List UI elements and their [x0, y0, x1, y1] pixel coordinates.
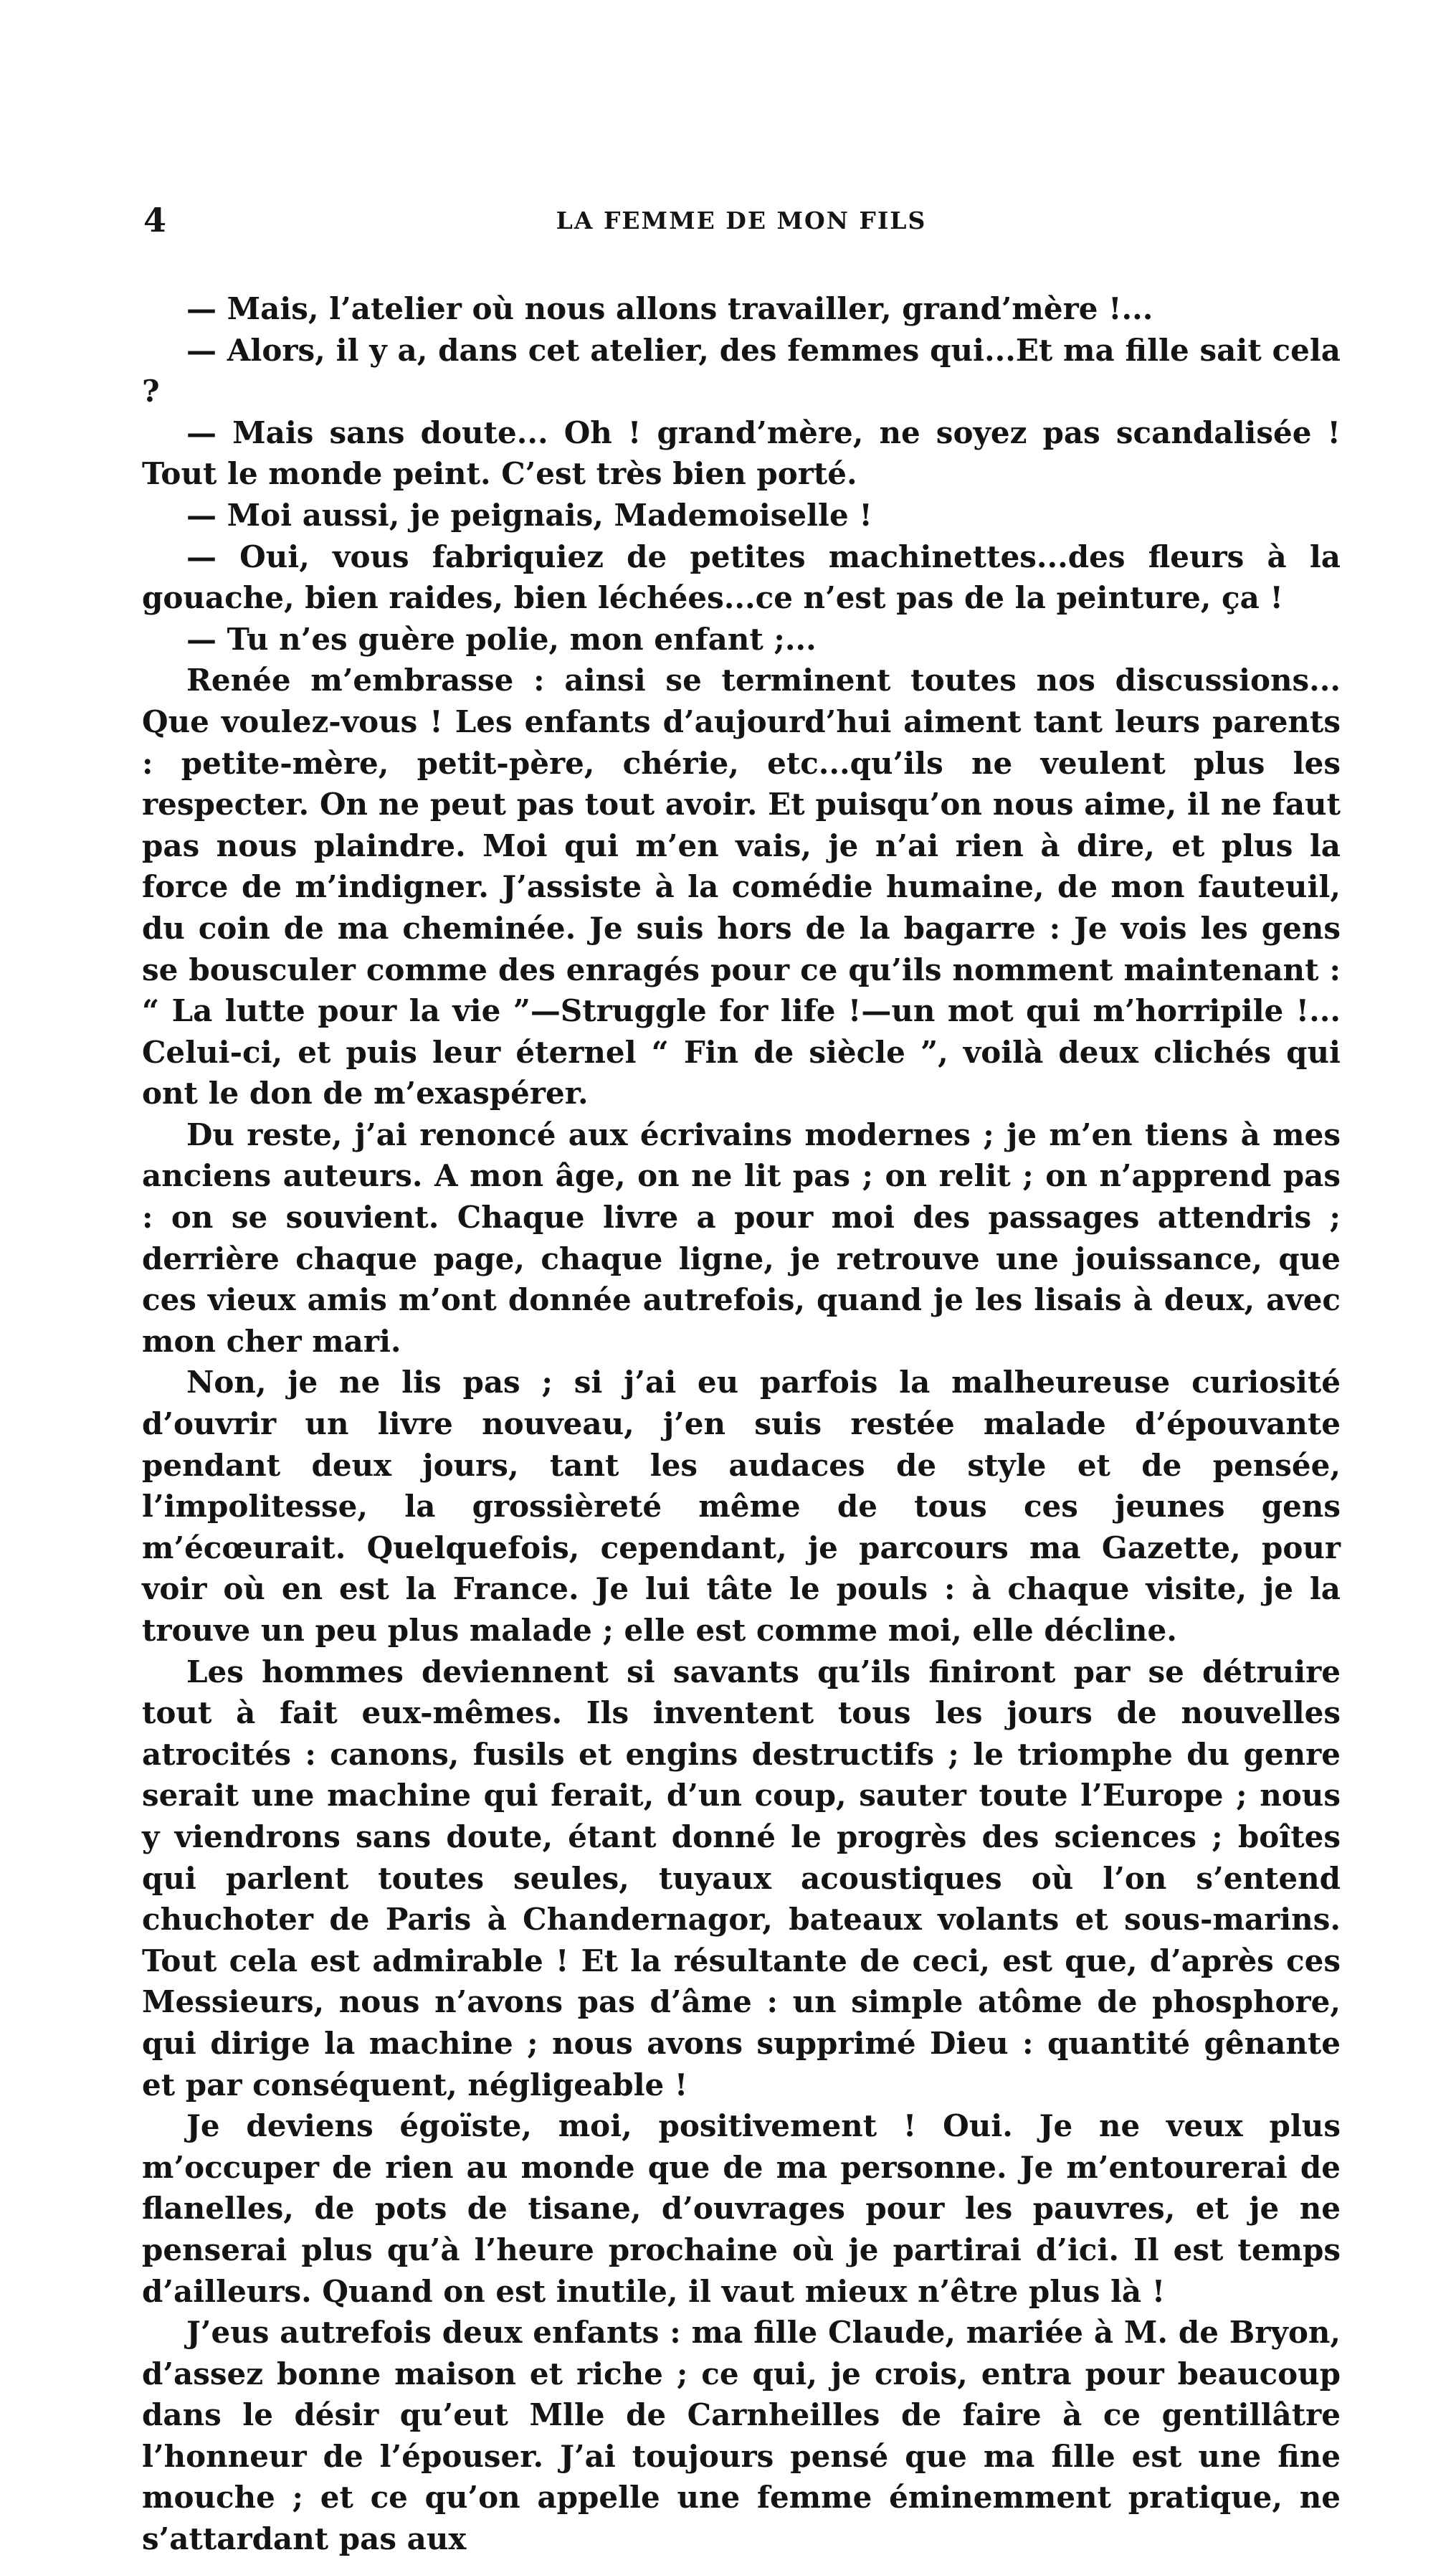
page-header — [142, 179, 1341, 244]
paragraph: Les hommes deviennent si savants qu’ils finiront par se détruire tout à fait eux-mêmes. Ils inventent tous les jours de nouvelles atrocités : canons, fusils et engins destructifs ; le triomphe du genre serait une machine qui ferait, d’un coup, sauter toute l’Europe ; nous y viendrons sans doute, étant donné le progrès des sciences ; boîtes qui parlent toutes seules, tuyaux acoustiques où l’on s’entend chuchoter de Paris à Chandernagor, bateaux volants et sous-marins. Tout cela est admirable ! Et la résultante de ceci, est que, d’après ces Messieurs, nous n’avons pas d’âme : un simple atôme de phosphore, qui dirige la machine ; nous avons supprimé Dieu : quantité gênante et par conséquent, négligeable ! — [142, 1654, 1341, 2102]
paragraph: Non, je ne lis pas ; si j’ai eu parfois la malheureuse curiosité d’ouvrir un livre nouveau, j’en suis restée malade d’épouvante pendant deux jours, tant les audaces de style et de pensée, l’impolitesse, la grossièreté même de tous ces jeunes gens m’écœurait. Quelquefois, cependant, je parcours ma Gazette, pour voir où en est la France. Je lui tâte le pouls : à chaque visite, je la trouve un peu plus malade ; elle est comme moi, elle décline. — [142, 1365, 1341, 1648]
page-number: 4 — [143, 201, 167, 240]
paragraph: — Oui, vous fabriquiez de petites machinettes...des fleurs à la gouache, bien raides, bien léchées...ce n’est pas de la peinture, ça ! — [142, 539, 1341, 616]
book-page — [142, 179, 1341, 2557]
body-text — [142, 288, 1341, 2560]
paragraph: — Tu n’es guère polie, mon enfant ;... — [186, 621, 817, 657]
running-title: LA FEMME DE MON FILS — [556, 207, 927, 234]
paragraph: — Moi aussi, je peignais, Mademoiselle ! — [186, 497, 872, 533]
paragraph: J’eus autrefois deux enfants : ma fille Claude, mariée à M. de Bryon, d’assez bonne maison et riche ; ce qui, je crois, entra pour beaucoup dans le désir qu’eut Mlle de Carnheilles de faire à ce gentillâtre l’honneur de l’épouser. J’ai toujours pensé que ma fille est une fine mouche ; et ce qu’on appelle une femme éminemment pratique, ne s’attardant pas aux — [142, 2315, 1341, 2557]
paragraph: Je deviens égoïste, moi, positivement ! Oui. Je ne veux plus m’occuper de rien au monde que de ma personne. Je m’entourerai de flanelles, de pots de tisane, d’ouvrages pour les pauvres, et je ne penserai plus qu’à l’heure prochaine où je partirai d’ici. Il est temps d’ailleurs. Quand on est inutile, il vaut mieux n’être plus là ! — [142, 2108, 1341, 2309]
paragraph: — Mais, l’atelier où nous allons travailler, grand’mère !... — [186, 291, 1153, 326]
paragraph: — Alors, il y a, dans cet atelier, des femmes qui...Et ma fille sait cela ? — [142, 332, 1341, 409]
paragraph: — Mais sans doute... Oh ! grand’mère, ne soyez pas scandalisée ! Tout le monde peint. C’est très bien porté. — [142, 414, 1341, 492]
paragraph: Du reste, j’ai renoncé aux écrivains modernes ; je m’en tiens à mes anciens auteurs. A mon âge, on ne lit pas ; on relit ; on n’apprend pas : on se souvient. Chaque livre a pour moi des passages attendris ; derrière chaque page, chaque ligne, je retrouve une jouissance, que ces vieux amis m’ont donnée autrefois, quand je les lisais à deux, avec mon cher mari. — [142, 1117, 1341, 1359]
paragraph: Renée m’embrasse : ainsi se terminent toutes nos discussions... Que voulez-vous ! Les enfants d’aujourd’hui aiment tant leurs parents : petite-mère, petit-père, chérie, etc...qu’ils ne veulent plus les respecter. On ne peut pas tout avoir. Et puisqu’on nous aime, il ne faut pas nous plaindre. Moi qui m’en vais, je n’ai rien à dire, et plus la force de m’indigner. J’assiste à la comédie humaine, de mon fauteuil, du coin de ma cheminée. Je suis hors de la bagarre : Je vois les gens se bousculer comme des enragés pour ce qu’ils nomment maintenant : “ La lutte pour la vie ”—Struggle for life !—un mot qui m’horripile !... Celui-ci, et puis leur éternel “ Fin de siècle ”, voilà deux clichés qui ont le don de m’exaspérer. — [142, 663, 1341, 1111]
